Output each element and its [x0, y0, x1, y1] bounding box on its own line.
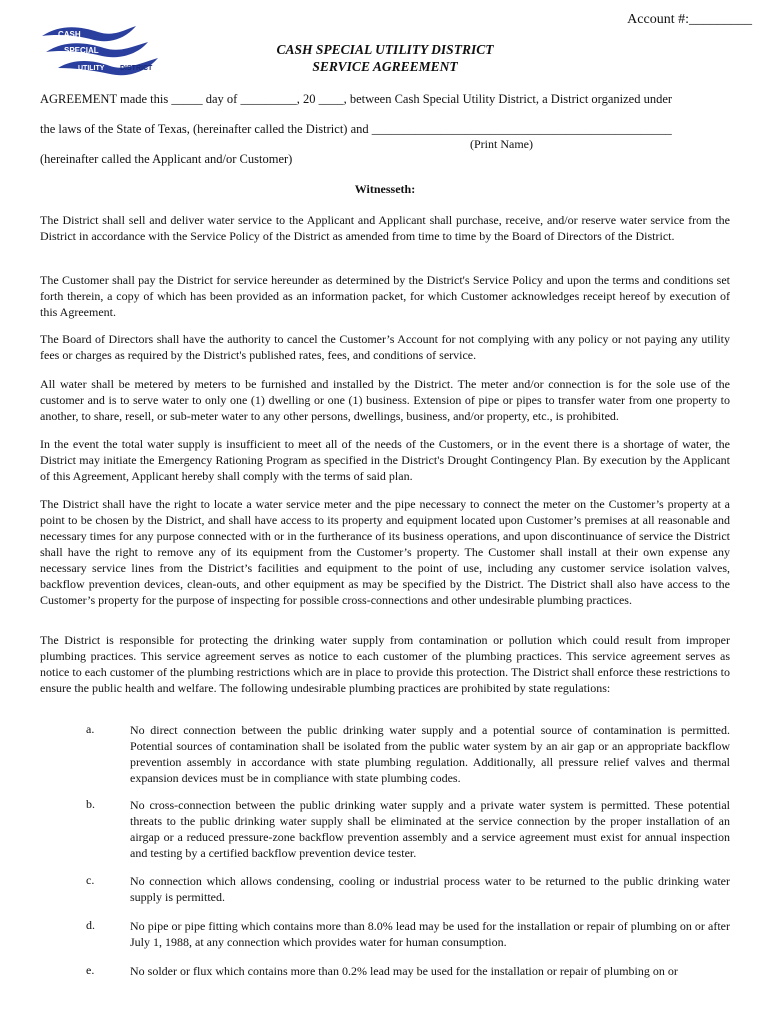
item-letter-e: e. [86, 963, 95, 977]
item-letter-a: a. [86, 722, 95, 736]
document-subtitle: SERVICE AGREEMENT [312, 59, 458, 74]
applicant-line: (hereinafter called the Applicant and/or Customer) [40, 152, 293, 166]
paragraph-cancellation: The Board of Directors shall have the authority to cancel the Customer’s Account for not complying with any policy or not paying any utility fees or charges as required by the District's published rates, fees, and conditions of service. [40, 332, 730, 362]
item-letter-d: d. [86, 918, 95, 932]
logo-word-cash: CASH [58, 30, 81, 39]
print-name-label: (Print Name) [470, 137, 533, 151]
paragraph-rationing: In the event the total water supply is insufficient to meet all of the needs of the Customers, or in the event there is a shortage of water, the District may initiate the Emergency Rationing Program as specified in the District's Drought Contingency Plan. By execution by the Applicant of this Agreement, Applicant hereby shall comply with the terms of said plan. [40, 437, 730, 483]
item-text-a: No direct connection between the public drinking water supply and a potential source of contamination is permitted. Potential sources of contamination shall be isolated from the public water system by an air gap or an appropriate backflow prevention assembly in accordance with state plumbing regulation. Additionally, all pressure relief valves and thermal expansion devices must be in compliance with state plumbing codes. [130, 723, 730, 785]
item-letter-c: c. [86, 873, 95, 887]
paragraph-plumbing-practices: The District is responsible for protecting the drinking water supply from contamination or pollution which could result from improper plumbing practices. This service agreement serves as notice to each customer of the plumbing practices. This service agreement serves as notice to each customer of the plumbing restrictions which are in place to provide this protection. The District shall enforce these restrictions to ensure the public health and welfare. The following undesirable plumbing practices are prohibited by state regulations: [40, 633, 730, 695]
paragraph-metering: All water shall be metered by meters to be furnished and installed by the District. The meter and/or connection is for the sole use of the customer and is to serve water to only one (1) dwelling or one (1) business. Extension of pipe or pipes to transfer water from one property to another, to share, resell, or sub-meter water to any other persons, dwellings, business, and/or property, etc., is prohibited. [40, 377, 730, 423]
witnesseth-heading: Witnesseth: [354, 182, 416, 196]
item-letter-b: b. [86, 797, 95, 811]
logo-word-utility: UTILITY [78, 65, 105, 72]
paragraph-water-service: The District shall sell and deliver water service to the Applicant and Applicant shall purchase, receive, and/or reserve water service from the District in accordance with the Service Policy of the District as amended from time to time by the Board of Directors of the District. [40, 213, 730, 243]
agreement-date-line: AGREEMENT made this _____ day of _________, 20 ____, between Cash Special Utility District, a District organized under [40, 92, 673, 106]
item-text-d: No pipe or pipe fitting which contains more than 8.0% lead may be used for the installation or repair of plumbing on or after July 1, 1988, at any connection which provides water for human consumption. [130, 919, 730, 949]
agreement-parties-line: the laws of the State of Texas, (hereinafter called the District) and ________________________________________________ [40, 122, 672, 136]
document-title: CASH SPECIAL UTILITY DISTRICT [276, 42, 494, 57]
item-text-b: No cross-connection between the public drinking water supply and a private water system is permitted. These potential threats to the public drinking water supply shall be eliminated at the service connection by the proper installation of an airgap or a reduced pressure-zone backflow prevention assembly and a service agreement must exist for annual inspection and testing by a certified backflow prevention device tester. [130, 798, 730, 860]
logo-word-special: SPECIAL [64, 46, 99, 55]
account-number-label: Account #:_________ [627, 12, 752, 27]
item-text-e: No solder or flux which contains more than 0.2% lead may be used for the installation or repair of plumbing on or [130, 964, 678, 978]
item-text-c: No connection which allows condensing, cooling or industrial process water to be returned to the public drinking water supply is permitted. [130, 874, 730, 904]
logo-word-district: DISTRICT [120, 65, 153, 72]
paragraph-payment: The Customer shall pay the District for service hereunder as determined by the District's Service Policy and upon the terms and conditions set forth therein, a copy of which has been provided as an information packet, for which Customer acknowledges receipt hereof by execution of this Agreement. [40, 273, 730, 319]
paragraph-meter-access: The District shall have the right to locate a water service meter and the pipe necessary to connect the meter on the Customer’s property at a point to be chosen by the District, and shall have access to its property and equipment located upon Customer’s premises at all reasonable and necessary times for any purpose connected with or in the furtherance of its business operations, and upon discontinuance of service the District shall have the right to remove any of its equipment from the Customer’s property. The Customer shall install at their own expense any necessary service lines from the District’s facilities and equipment to the point of use, including any customer service isolation valves, backflow prevention devices, clean-outs, and other equipment as may be specified by the District. The District shall also have access to the Customer’s property for the purpose of inspecting for possible cross-connections and other undesirable plumbing practices. [40, 497, 730, 607]
